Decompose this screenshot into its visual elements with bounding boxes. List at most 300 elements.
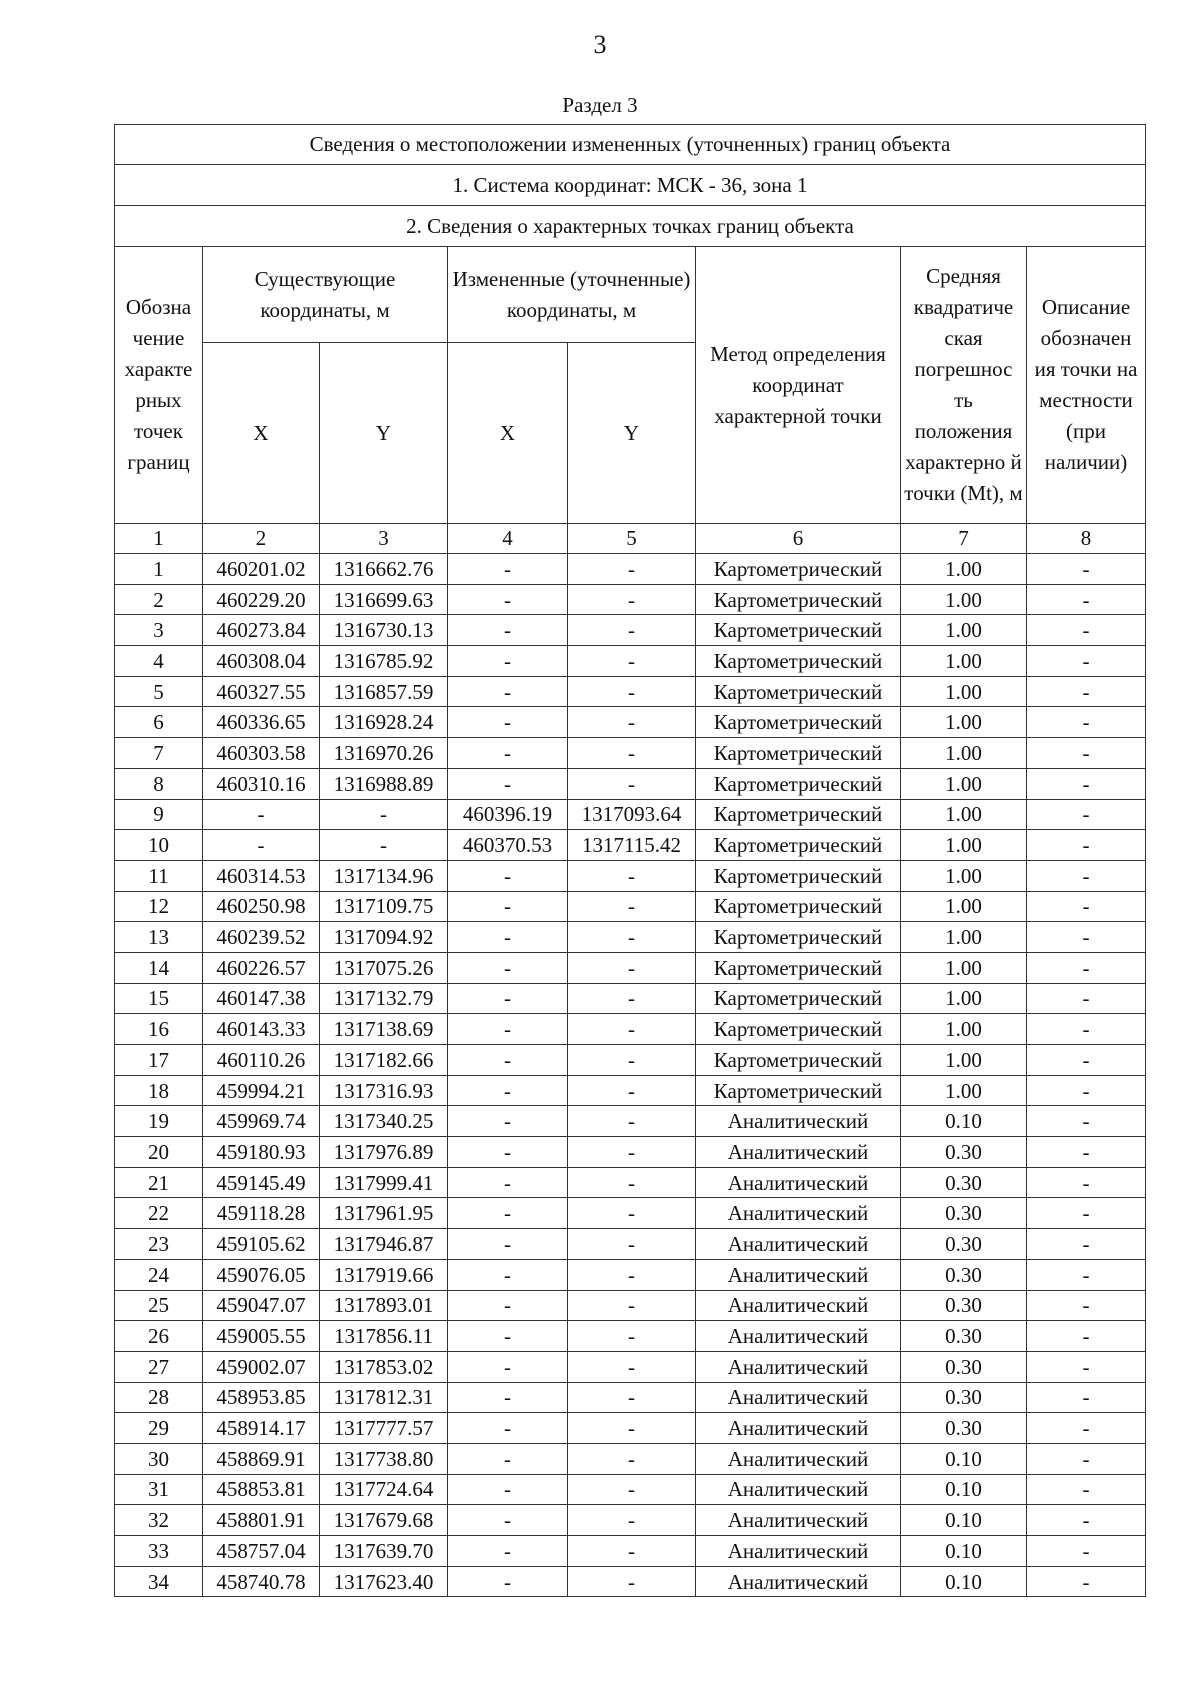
existing-x-cell: 458757.04 — [203, 1536, 320, 1567]
table-row — [115, 1351, 1146, 1382]
method-cell: Аналитический — [696, 1198, 901, 1229]
changed-y-cell: - — [568, 768, 696, 799]
error-cell: 1.00 — [901, 738, 1027, 769]
existing-x-cell: 458801.91 — [203, 1505, 320, 1536]
point-id-cell: 12 — [115, 891, 203, 922]
table-row — [115, 1045, 1146, 1076]
description-cell: - — [1027, 1536, 1146, 1567]
error-cell: 1.00 — [901, 1014, 1027, 1045]
point-id-cell: 25 — [115, 1290, 203, 1321]
method-cell: Картометрический — [696, 1075, 901, 1106]
existing-x-cell: 459047.07 — [203, 1290, 320, 1321]
description-cell: - — [1027, 1443, 1146, 1474]
table-row — [115, 707, 1146, 738]
method-cell: Картометрический — [696, 860, 901, 891]
error-cell: 1.00 — [901, 646, 1027, 677]
changed-y-cell: - — [568, 615, 696, 646]
existing-y-cell: 1317853.02 — [320, 1351, 448, 1382]
changed-x-cell: - — [448, 1321, 568, 1352]
existing-x-cell: 460239.52 — [203, 922, 320, 953]
header-changed-x: X — [448, 343, 568, 524]
error-cell: 0.30 — [901, 1167, 1027, 1198]
point-id-cell: 30 — [115, 1443, 203, 1474]
method-cell: Аналитический — [696, 1321, 901, 1352]
changed-y-cell: - — [568, 1505, 696, 1536]
error-cell: 1.00 — [901, 830, 1027, 861]
changed-y-cell: - — [568, 1536, 696, 1567]
page-number: 3 — [593, 30, 607, 59]
table-row — [115, 1229, 1146, 1260]
description-cell: - — [1027, 646, 1146, 677]
point-id-cell: 1 — [115, 554, 203, 585]
error-cell: 1.00 — [901, 891, 1027, 922]
description-cell: - — [1027, 738, 1146, 769]
header-error: Средняя квадратиче ская погрешнос ть положения характерно й точки (Mt), м — [901, 247, 1027, 524]
error-cell: 0.10 — [901, 1505, 1027, 1536]
point-id-cell: 21 — [115, 1167, 203, 1198]
method-cell: Аналитический — [696, 1505, 901, 1536]
header-changed-coordinates: Измененные (уточненные) координаты, м — [448, 247, 696, 343]
existing-y-cell: 1316857.59 — [320, 676, 448, 707]
existing-x-cell: 458740.78 — [203, 1566, 320, 1597]
changed-x-cell: - — [448, 1106, 568, 1137]
changed-y-cell: - — [568, 1014, 696, 1045]
changed-x-cell: - — [448, 1413, 568, 1444]
changed-y-cell: - — [568, 1474, 696, 1505]
existing-x-cell: 459105.62 — [203, 1229, 320, 1260]
existing-y-cell: 1316662.76 — [320, 554, 448, 585]
point-id-cell: 16 — [115, 1014, 203, 1045]
changed-x-cell: - — [448, 1137, 568, 1168]
description-cell: - — [1027, 1290, 1146, 1321]
column-number: 3 — [320, 524, 448, 554]
error-cell: 0.10 — [901, 1566, 1027, 1597]
description-cell: - — [1027, 1198, 1146, 1229]
point-id-cell: 8 — [115, 768, 203, 799]
table-row — [115, 1413, 1146, 1444]
existing-x-cell: - — [203, 830, 320, 861]
changed-x-cell: - — [448, 707, 568, 738]
existing-y-cell: - — [320, 799, 448, 830]
changed-x-cell: - — [448, 1566, 568, 1597]
method-cell: Аналитический — [696, 1566, 901, 1597]
point-id-cell: 9 — [115, 799, 203, 830]
existing-x-cell: 459994.21 — [203, 1075, 320, 1106]
changed-y-cell: - — [568, 1321, 696, 1352]
table-row — [115, 830, 1146, 861]
error-cell: 1.00 — [901, 707, 1027, 738]
error-cell: 0.10 — [901, 1443, 1027, 1474]
existing-y-cell: 1317961.95 — [320, 1198, 448, 1229]
existing-x-cell: 460226.57 — [203, 952, 320, 983]
column-number: 4 — [448, 524, 568, 554]
error-cell: 0.30 — [901, 1198, 1027, 1229]
point-id-cell: 22 — [115, 1198, 203, 1229]
changed-x-cell: 460396.19 — [448, 799, 568, 830]
table-row — [115, 768, 1146, 799]
description-cell: - — [1027, 891, 1146, 922]
table-row — [115, 1259, 1146, 1290]
existing-y-cell: 1317856.11 — [320, 1321, 448, 1352]
point-id-cell: 5 — [115, 676, 203, 707]
changed-x-cell: 460370.53 — [448, 830, 568, 861]
existing-y-cell: 1317138.69 — [320, 1014, 448, 1045]
existing-y-cell: 1317777.57 — [320, 1413, 448, 1444]
method-cell: Картометрический — [696, 554, 901, 585]
error-cell: 1.00 — [901, 584, 1027, 615]
table-row — [115, 1382, 1146, 1413]
error-cell: 1.00 — [901, 768, 1027, 799]
error-cell: 0.30 — [901, 1382, 1027, 1413]
description-cell: - — [1027, 1474, 1146, 1505]
method-cell: Аналитический — [696, 1259, 901, 1290]
description-cell: - — [1027, 952, 1146, 983]
changed-y-cell: - — [568, 891, 696, 922]
point-id-cell: 24 — [115, 1259, 203, 1290]
description-cell: - — [1027, 1014, 1146, 1045]
changed-y-cell: - — [568, 1045, 696, 1076]
existing-y-cell: 1317094.92 — [320, 922, 448, 953]
point-id-cell: 23 — [115, 1229, 203, 1260]
point-id-cell: 11 — [115, 860, 203, 891]
description-cell: - — [1027, 1566, 1146, 1597]
method-cell: Аналитический — [696, 1106, 901, 1137]
column-number: 5 — [568, 524, 696, 554]
table-row — [115, 860, 1146, 891]
table-row — [115, 922, 1146, 953]
method-cell: Картометрический — [696, 1014, 901, 1045]
table-row — [115, 1321, 1146, 1352]
error-cell: 0.30 — [901, 1413, 1027, 1444]
existing-y-cell: 1317919.66 — [320, 1259, 448, 1290]
changed-y-cell: - — [568, 554, 696, 585]
existing-x-cell: 460201.02 — [203, 554, 320, 585]
description-cell: - — [1027, 1259, 1146, 1290]
error-cell: 1.00 — [901, 1045, 1027, 1076]
section-title: Раздел 3 — [562, 93, 638, 117]
table-row — [115, 554, 1146, 585]
column-number: 1 — [115, 524, 203, 554]
point-id-cell: 10 — [115, 830, 203, 861]
method-cell: Аналитический — [696, 1229, 901, 1260]
changed-y-cell: - — [568, 1106, 696, 1137]
existing-y-cell: 1317893.01 — [320, 1290, 448, 1321]
table-title: Сведения о местоположении измененных (уточненных) границ объекта — [115, 125, 1146, 165]
changed-x-cell: - — [448, 584, 568, 615]
column-number: 7 — [901, 524, 1027, 554]
changed-x-cell: - — [448, 738, 568, 769]
changed-y-cell: - — [568, 1566, 696, 1597]
error-cell: 1.00 — [901, 1075, 1027, 1106]
changed-x-cell: - — [448, 1229, 568, 1260]
error-cell: 1.00 — [901, 860, 1027, 891]
error-cell: 1.00 — [901, 952, 1027, 983]
point-id-cell: 17 — [115, 1045, 203, 1076]
point-id-cell: 20 — [115, 1137, 203, 1168]
existing-x-cell: 459005.55 — [203, 1321, 320, 1352]
existing-y-cell: 1317109.75 — [320, 891, 448, 922]
description-cell: - — [1027, 1045, 1146, 1076]
table-row — [115, 891, 1146, 922]
changed-x-cell: - — [448, 860, 568, 891]
changed-x-cell: - — [448, 891, 568, 922]
description-cell: - — [1027, 1106, 1146, 1137]
existing-x-cell: 458914.17 — [203, 1413, 320, 1444]
changed-x-cell: - — [448, 1075, 568, 1106]
existing-x-cell: 460229.20 — [203, 584, 320, 615]
changed-y-cell: - — [568, 738, 696, 769]
description-cell: - — [1027, 1413, 1146, 1444]
existing-y-cell: 1316785.92 — [320, 646, 448, 677]
method-cell: Аналитический — [696, 1474, 901, 1505]
changed-x-cell: - — [448, 1382, 568, 1413]
existing-x-cell: 459145.49 — [203, 1167, 320, 1198]
existing-y-cell: 1317623.40 — [320, 1566, 448, 1597]
changed-y-cell: - — [568, 1229, 696, 1260]
error-cell: 0.30 — [901, 1321, 1027, 1352]
changed-y-cell: - — [568, 1137, 696, 1168]
method-cell: Аналитический — [696, 1382, 901, 1413]
column-number: 2 — [203, 524, 320, 554]
changed-y-cell: - — [568, 1075, 696, 1106]
table-row — [115, 1198, 1146, 1229]
table-row — [115, 1290, 1146, 1321]
existing-y-cell: 1317316.93 — [320, 1075, 448, 1106]
changed-x-cell: - — [448, 1443, 568, 1474]
error-cell: 1.00 — [901, 615, 1027, 646]
description-cell: - — [1027, 1075, 1146, 1106]
changed-y-cell: 1317115.42 — [568, 830, 696, 861]
description-cell: - — [1027, 584, 1146, 615]
description-cell: - — [1027, 860, 1146, 891]
table-row — [115, 1505, 1146, 1536]
changed-y-cell: - — [568, 1167, 696, 1198]
method-cell: Картометрический — [696, 768, 901, 799]
error-cell: 1.00 — [901, 676, 1027, 707]
changed-x-cell: - — [448, 615, 568, 646]
header-method: Метод определения координат характерной точки — [696, 247, 901, 524]
header-description: Описание обозначен ия точки на местности (при наличии) — [1027, 247, 1146, 524]
method-cell: Картометрический — [696, 646, 901, 677]
point-id-cell: 27 — [115, 1351, 203, 1382]
changed-y-cell: - — [568, 952, 696, 983]
point-id-cell: 14 — [115, 952, 203, 983]
point-id-cell: 19 — [115, 1106, 203, 1137]
error-cell: 0.30 — [901, 1351, 1027, 1382]
method-cell: Картометрический — [696, 952, 901, 983]
table-row — [115, 1566, 1146, 1597]
existing-x-cell: 460110.26 — [203, 1045, 320, 1076]
error-cell: 0.30 — [901, 1137, 1027, 1168]
error-cell: 0.30 — [901, 1259, 1027, 1290]
method-cell: Аналитический — [696, 1167, 901, 1198]
existing-y-cell: 1316928.24 — [320, 707, 448, 738]
point-id-cell: 32 — [115, 1505, 203, 1536]
method-cell: Картометрический — [696, 615, 901, 646]
description-cell: - — [1027, 830, 1146, 861]
point-id-cell: 13 — [115, 922, 203, 953]
changed-y-cell: - — [568, 1413, 696, 1444]
table-row — [115, 799, 1146, 830]
error-cell: 0.10 — [901, 1536, 1027, 1567]
existing-x-cell: - — [203, 799, 320, 830]
points-heading: 2. Сведения о характерных точках границ объекта — [115, 206, 1146, 247]
header-existing-coordinates: Существующие координаты, м — [203, 247, 448, 343]
description-cell: - — [1027, 707, 1146, 738]
existing-x-cell: 460336.65 — [203, 707, 320, 738]
changed-y-cell: - — [568, 646, 696, 677]
existing-y-cell: 1317738.80 — [320, 1443, 448, 1474]
changed-y-cell: - — [568, 707, 696, 738]
table-row — [115, 738, 1146, 769]
method-cell: Картометрический — [696, 676, 901, 707]
point-id-cell: 6 — [115, 707, 203, 738]
error-cell: 1.00 — [901, 983, 1027, 1014]
description-cell: - — [1027, 615, 1146, 646]
changed-x-cell: - — [448, 983, 568, 1014]
existing-y-cell: 1317976.89 — [320, 1137, 448, 1168]
header-existing-x: X — [203, 343, 320, 524]
changed-y-cell: - — [568, 584, 696, 615]
point-id-cell: 2 — [115, 584, 203, 615]
point-id-cell: 34 — [115, 1566, 203, 1597]
changed-y-cell: - — [568, 1259, 696, 1290]
existing-x-cell: 458953.85 — [203, 1382, 320, 1413]
table-row — [115, 615, 1146, 646]
table-row — [115, 676, 1146, 707]
method-cell: Картометрический — [696, 891, 901, 922]
existing-x-cell: 460327.55 — [203, 676, 320, 707]
changed-x-cell: - — [448, 1505, 568, 1536]
description-cell: - — [1027, 799, 1146, 830]
point-id-cell: 29 — [115, 1413, 203, 1444]
existing-x-cell: 459180.93 — [203, 1137, 320, 1168]
point-id-cell: 15 — [115, 983, 203, 1014]
changed-y-cell: - — [568, 860, 696, 891]
table-body — [115, 554, 1146, 1597]
changed-x-cell: - — [448, 676, 568, 707]
method-cell: Картометрический — [696, 738, 901, 769]
method-cell: Аналитический — [696, 1536, 901, 1567]
existing-y-cell: 1317679.68 — [320, 1505, 448, 1536]
existing-x-cell: 460310.16 — [203, 768, 320, 799]
changed-x-cell: - — [448, 1045, 568, 1076]
table-row — [115, 1536, 1146, 1567]
error-cell: 1.00 — [901, 922, 1027, 953]
existing-x-cell: 460147.38 — [203, 983, 320, 1014]
existing-y-cell: 1316970.26 — [320, 738, 448, 769]
header-designation: Обозна чение характе рных точек границ — [115, 247, 203, 524]
error-cell: 0.30 — [901, 1229, 1027, 1260]
changed-x-cell: - — [448, 1014, 568, 1045]
existing-y-cell: 1316988.89 — [320, 768, 448, 799]
boundary-points-table — [114, 124, 1146, 1597]
table-row — [115, 1474, 1146, 1505]
existing-y-cell: - — [320, 830, 448, 861]
existing-x-cell: 459969.74 — [203, 1106, 320, 1137]
method-cell: Аналитический — [696, 1351, 901, 1382]
table-row — [115, 1014, 1146, 1045]
existing-x-cell: 460314.53 — [203, 860, 320, 891]
point-id-cell: 31 — [115, 1474, 203, 1505]
point-id-cell: 4 — [115, 646, 203, 677]
error-cell: 0.10 — [901, 1474, 1027, 1505]
existing-y-cell: 1317812.31 — [320, 1382, 448, 1413]
changed-y-cell: - — [568, 1290, 696, 1321]
existing-x-cell: 460308.04 — [203, 646, 320, 677]
point-id-cell: 26 — [115, 1321, 203, 1352]
changed-x-cell: - — [448, 1474, 568, 1505]
description-cell: - — [1027, 983, 1146, 1014]
existing-x-cell: 459118.28 — [203, 1198, 320, 1229]
method-cell: Аналитический — [696, 1137, 901, 1168]
changed-x-cell: - — [448, 646, 568, 677]
changed-y-cell: - — [568, 922, 696, 953]
existing-y-cell: 1317946.87 — [320, 1229, 448, 1260]
description-cell: - — [1027, 1229, 1146, 1260]
header-existing-y: Y — [320, 343, 448, 524]
column-number: 6 — [696, 524, 901, 554]
description-cell: - — [1027, 1351, 1146, 1382]
changed-x-cell: - — [448, 922, 568, 953]
point-id-cell: 33 — [115, 1536, 203, 1567]
method-cell: Картометрический — [696, 1045, 901, 1076]
description-cell: - — [1027, 922, 1146, 953]
method-cell: Картометрический — [696, 983, 901, 1014]
table-row — [115, 1137, 1146, 1168]
changed-x-cell: - — [448, 1259, 568, 1290]
changed-x-cell: - — [448, 1290, 568, 1321]
existing-x-cell: 459002.07 — [203, 1351, 320, 1382]
existing-x-cell: 460143.33 — [203, 1014, 320, 1045]
description-cell: - — [1027, 1321, 1146, 1352]
method-cell: Картометрический — [696, 584, 901, 615]
existing-x-cell: 460273.84 — [203, 615, 320, 646]
table-row — [115, 952, 1146, 983]
point-id-cell: 3 — [115, 615, 203, 646]
coordinate-system: 1. Система координат: МСК - 36, зона 1 — [115, 165, 1146, 206]
point-id-cell: 18 — [115, 1075, 203, 1106]
description-cell: - — [1027, 1167, 1146, 1198]
changed-x-cell: - — [448, 1536, 568, 1567]
error-cell: 0.10 — [901, 1106, 1027, 1137]
existing-y-cell: 1317075.26 — [320, 952, 448, 983]
existing-x-cell: 459076.05 — [203, 1259, 320, 1290]
method-cell: Картометрический — [696, 830, 901, 861]
existing-y-cell: 1317132.79 — [320, 983, 448, 1014]
changed-x-cell: - — [448, 1198, 568, 1229]
changed-y-cell: - — [568, 1198, 696, 1229]
existing-x-cell: 460303.58 — [203, 738, 320, 769]
changed-y-cell: - — [568, 1382, 696, 1413]
table-row — [115, 584, 1146, 615]
method-cell: Аналитический — [696, 1443, 901, 1474]
description-cell: - — [1027, 676, 1146, 707]
description-cell: - — [1027, 1137, 1146, 1168]
table-row — [115, 1443, 1146, 1474]
existing-y-cell: 1317724.64 — [320, 1474, 448, 1505]
method-cell: Аналитический — [696, 1413, 901, 1444]
error-cell: 0.30 — [901, 1290, 1027, 1321]
description-cell: - — [1027, 554, 1146, 585]
table-row — [115, 1106, 1146, 1137]
table-row — [115, 983, 1146, 1014]
error-cell: 1.00 — [901, 554, 1027, 585]
existing-y-cell: 1317639.70 — [320, 1536, 448, 1567]
header-changed-y: Y — [568, 343, 696, 524]
point-id-cell: 7 — [115, 738, 203, 769]
existing-y-cell: 1317340.25 — [320, 1106, 448, 1137]
